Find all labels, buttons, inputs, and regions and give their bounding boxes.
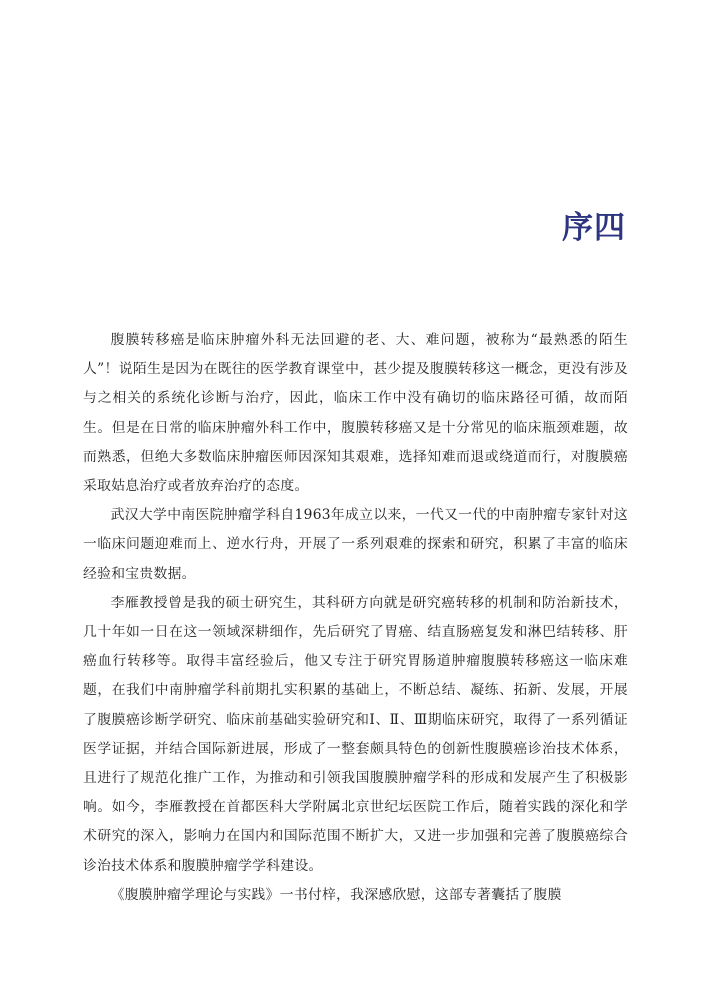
page-title: 序四 <box>562 210 626 246</box>
paragraph-4: 《腹膜肿瘤学理论与实践》一书付梓，我深感欣慰，这部专著囊括了腹膜 <box>110 886 562 903</box>
paragraph-2: 武汉大学中南医院肿瘤学科自1963年成立以来，一代又一代的中南肿瘤专家针对这一临床问题迎难而上、逆水行舟，开展了一系列艰难的探索和研究，积累了丰富的临床经验和宝贵数据。 <box>83 507 628 582</box>
paragraph-3: 李雁教授曾是我的硕士研究生，其科研方向就是研究癌转移的机制和防治新技术，几十年如一日在这一领域深耕细作，先后研究了胃癌、结直肠癌复发和淋巴结转移、肝癌血行转移等。取得丰富经验后，他又专注于研究胃肠道肿瘤腹膜转移癌这一临床难题，在我们中南肿瘤学科前期扎实积累的基础上，不断总结、凝练、拓新、发展，开展了腹膜癌诊断学研究、临床前基础实验研究和Ⅰ、Ⅱ、Ⅲ期临床研究，取得了一系列循证医学证据，并结合国际新进展，形成了一整套颇具特色的创新性腹膜癌诊治技术体系，且进行了规范化推广工作，为推动和引领我国腹膜肿瘤学科的形成和发展产生了积极影响。如今，李雁教授在首都医科大学附属北京世纪坛医院工作后，随着实践的深化和学术研究的深入，影响力在国内和国际范围不断扩大，又进一步加强和完善了腹膜癌综合诊治技术体系和腹膜肿瘤学学科建设。 <box>83 594 628 874</box>
body-text <box>83 326 628 910</box>
paragraph-1: 腹膜转移癌是临床肿瘤外科无法回避的老、大、难问题，被称为“最熟悉的陌生人”！说陌生是因为在既往的医学教育课堂中，甚少提及腹膜转移这一概念，更没有涉及与之相关的系统化诊断与治疗，因此，临床工作中没有确切的临床路径可循，故而陌生。但是在日常的临床肿瘤外科工作中，腹膜转移癌又是十分常见的临床瓶颈难题，故而熟悉，但绝大多数临床肿瘤医师因深知其艰难，选择知难而退或绕道而行，对腹膜癌采取姑息治疗或者放弃治疗的态度。 <box>83 332 628 495</box>
